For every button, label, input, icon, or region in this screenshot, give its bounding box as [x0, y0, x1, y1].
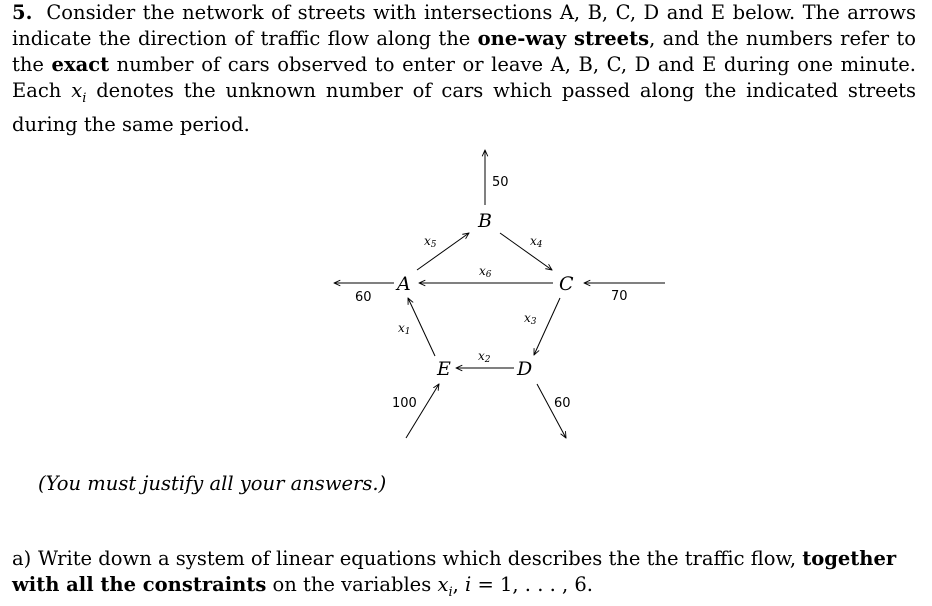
- edge-e-in-bottom: [406, 384, 439, 438]
- part-a-bold: together with all the constraints: [12, 547, 897, 596]
- flow-right-c: 70: [611, 289, 628, 304]
- var-x4-label: x4: [530, 234, 543, 250]
- flow-bottom-right-d: 60: [554, 396, 571, 411]
- part-a-label: a): [12, 547, 32, 570]
- flow-top-b: 50: [492, 175, 509, 190]
- part-a-var-i: i: [465, 573, 472, 596]
- var-x3-label: x3: [524, 311, 537, 327]
- problem-text-4: denotes the unknown number of cars which passed along the indicated streets during the same period.: [12, 79, 916, 136]
- flow-bottom-left-e: 100: [392, 396, 417, 411]
- problem-text-1: Consider the network of streets with intersections A, B, C, D and E below. The arrows indicate the direction of traffic flow along the: [12, 1, 916, 50]
- part-a-var-sub: i: [448, 584, 453, 600]
- var-x2-label: x2: [478, 349, 491, 365]
- problem-var-x: x: [71, 79, 83, 102]
- edge-x3: [534, 298, 560, 355]
- node-b-label: B: [478, 210, 492, 232]
- problem-bold-oneway: one-way streets: [477, 27, 650, 50]
- problem-text-2: , and the numbers refer to the: [12, 27, 916, 76]
- part-a-var-x: x: [437, 573, 449, 596]
- problem-var-sub: i: [82, 90, 87, 106]
- node-a-label: A: [397, 273, 411, 295]
- problem-text-3: number of cars observed to enter or leave A, B, C, D and E during one minute. Each: [12, 53, 916, 102]
- flow-left-a: 60: [355, 290, 372, 305]
- node-c-label: C: [559, 273, 574, 295]
- part-a-text-2: on the variables: [266, 573, 438, 596]
- edge-d-out-bottom: [537, 384, 566, 438]
- var-x6-label: x6: [479, 264, 492, 280]
- part-a-text-4: = 1, . . . , 6.: [471, 573, 593, 596]
- part-a-text-1: Write down a system of linear equations which describes the the traffic flow,: [38, 547, 803, 570]
- var-x5-label: x5: [424, 234, 437, 250]
- problem-bold-exact: exact: [51, 53, 110, 76]
- edge-x1: [408, 298, 435, 356]
- node-e-label: E: [437, 358, 451, 380]
- edge-x4: [500, 233, 552, 270]
- problem-number: 5.: [12, 1, 33, 24]
- node-d-label: D: [517, 358, 533, 380]
- justify-note: (You must justify all your answers.): [38, 472, 387, 495]
- var-x1-label: x1: [398, 321, 411, 337]
- part-a-text-3: ,: [452, 573, 466, 596]
